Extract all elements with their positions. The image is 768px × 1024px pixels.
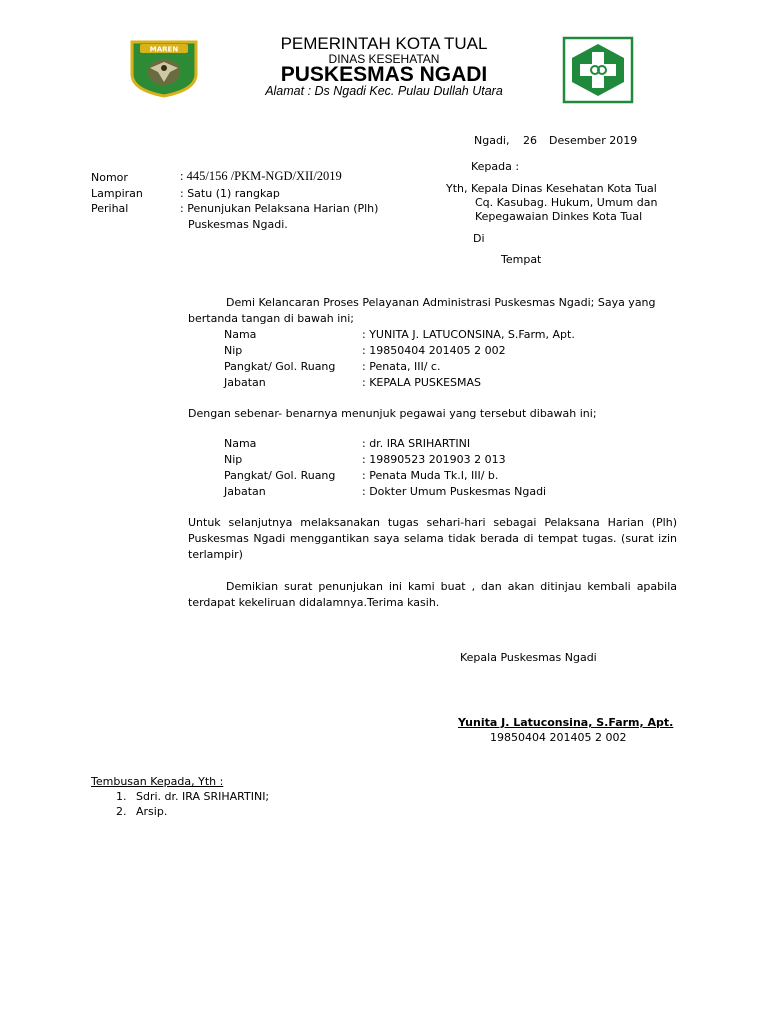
cc-heading: Tembusan Kepada, Yth :	[91, 775, 224, 788]
header-department: DINAS KESEHATAN	[328, 52, 440, 66]
paragraph-tasks: Untuk selanjutnya melaksanakan tugas sehari-hari sebagai Pelaksana Harian (Plh) Puskesmas Ngadi menggantikan saya selama tidak berada di tempat tugas. (surat izin terlampir)	[188, 516, 677, 561]
intro-line1: Demi Kelancaran Proses Pelayanan Administrasi Puskesmas Ngadi; Saya yang	[226, 296, 656, 309]
appoint-intro: Dengan sebenar- benarnya menunjuk pegawai yang tersebut dibawah ini;	[188, 407, 597, 420]
perihal-value: : Penunjukan Pelaksana Harian (Plh)	[180, 202, 379, 215]
date-place: Ngadi,	[474, 134, 510, 147]
recipient-line3: Kepegawaian Dinkes Kota Tual	[475, 210, 643, 223]
signature-title: Kepala Puskesmas Ngadi	[460, 651, 597, 664]
signer-nama-value: : YUNITA J. LATUCONSINA, S.Farm, Apt.	[362, 328, 575, 341]
paragraph-closing: Demikian surat penunjukan ini kami buat , dan akan ditinjau kembali apabila terdapat kekeliruan didalamnya.Terima kasih.	[188, 580, 677, 609]
signer-pangkat-label: Pangkat/ Gol. Ruang	[224, 360, 336, 373]
signer-nip-value: : 19850404 201405 2 002	[362, 344, 506, 357]
appointee-pangkat-label: Pangkat/ Gol. Ruang	[224, 469, 336, 482]
appointee-nip-label: Nip	[224, 453, 243, 466]
recipient-tempat: Tempat	[501, 253, 542, 266]
recipient-kepada: Kepada :	[471, 160, 520, 173]
cc-item-number: 1.	[116, 790, 127, 803]
perihal-label: Perihal	[91, 202, 129, 215]
intro-line2: bertanda tangan di bawah ini;	[188, 312, 354, 325]
signature-name: Yunita J. Latuconsina, S.Farm, Apt.	[458, 716, 674, 729]
signer-jabatan-value: : KEPALA PUSKESMAS	[362, 376, 482, 389]
perihal-value-cont: Puskesmas Ngadi.	[188, 218, 288, 231]
signer-jabatan-label: Jabatan	[224, 376, 266, 389]
lampiran-label: Lampiran	[91, 187, 143, 200]
recipient-line2: Cq. Kasubag. Hukum, Umum dan	[475, 196, 658, 209]
lampiran-value: : Satu (1) rangkap	[180, 187, 280, 200]
appointee-jabatan-value: : Dokter Umum Puskesmas Ngadi	[362, 485, 547, 498]
date-day: 26	[523, 134, 537, 147]
city-emblem-logo	[128, 38, 200, 98]
nomor-value: : 445/156 /PKM-NGD/XII/2019	[180, 169, 342, 183]
cc-item-number: 2.	[116, 805, 127, 818]
nomor-label: Nomor	[91, 171, 128, 184]
recipient-di: Di	[473, 232, 485, 245]
header-government: PEMERINTAH KOTA TUAL	[280, 34, 488, 53]
signer-nip-label: Nip	[224, 344, 243, 357]
signer-nama-label: Nama	[224, 328, 257, 341]
appointee-jabatan-label: Jabatan	[224, 485, 266, 498]
date-month-year: Desember 2019	[549, 134, 638, 147]
recipient-line1: Yth, Kepala Dinas Kesehatan Kota Tual	[446, 182, 657, 195]
appointee-nama-value: : dr. IRA SRIHARTINI	[362, 437, 471, 450]
appointee-nip-value: : 19890523 201903 2 013	[362, 453, 506, 466]
appointee-pangkat-value: : Penata Muda Tk.I, III/ b.	[362, 469, 499, 482]
emblem-text: MAREN	[149, 45, 179, 54]
cc-item: Arsip.	[136, 805, 168, 818]
puskesmas-logo	[562, 36, 634, 104]
signature-nip: 19850404 201405 2 002	[490, 731, 627, 744]
cc-item: Sdri. dr. IRA SRIHARTINI;	[136, 790, 270, 803]
header-institution: PUSKESMAS NGADI	[280, 63, 488, 86]
signer-pangkat-value: : Penata, III/ c.	[362, 360, 441, 373]
appointee-nama-label: Nama	[224, 437, 257, 450]
header-address: Alamat : Ds Ngadi Kec. Pulau Dullah Utara	[265, 84, 503, 98]
